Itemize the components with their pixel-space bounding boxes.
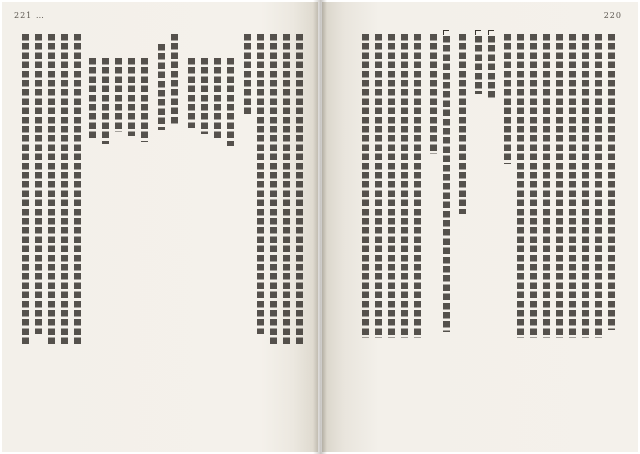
poem-line bbox=[214, 58, 221, 140]
text-column bbox=[22, 34, 29, 346]
text-column bbox=[459, 34, 466, 214]
text-column bbox=[61, 34, 68, 346]
poem-line bbox=[188, 58, 195, 128]
text-column bbox=[517, 34, 524, 338]
quoted-line bbox=[443, 36, 450, 332]
book-gutter bbox=[313, 0, 327, 454]
text-column bbox=[401, 34, 408, 338]
right-running-head: 220 bbox=[603, 11, 622, 20]
right-text-area bbox=[358, 28, 620, 438]
left-text-area bbox=[86, 28, 312, 438]
poem-line bbox=[115, 58, 122, 132]
text-column bbox=[608, 34, 615, 330]
quoted-line bbox=[430, 34, 437, 154]
text-column bbox=[35, 34, 42, 334]
text-column bbox=[530, 34, 537, 338]
text-column bbox=[270, 34, 277, 346]
poem-line bbox=[227, 58, 234, 146]
quoted-line bbox=[488, 36, 495, 100]
poem-line bbox=[141, 58, 148, 142]
text-column bbox=[283, 34, 290, 346]
quoted-line bbox=[475, 36, 482, 94]
text-column bbox=[48, 34, 55, 346]
text-column bbox=[582, 34, 589, 338]
poem-line bbox=[89, 58, 96, 138]
text-column bbox=[414, 34, 421, 338]
right-page bbox=[322, 2, 638, 452]
text-column bbox=[543, 34, 550, 338]
text-column bbox=[375, 34, 382, 338]
text-column bbox=[257, 34, 264, 334]
quote-bracket bbox=[443, 30, 449, 35]
text-column bbox=[362, 34, 369, 338]
text-column bbox=[504, 34, 511, 164]
text-column bbox=[74, 34, 81, 346]
text-column bbox=[569, 34, 576, 338]
text-column bbox=[244, 34, 251, 114]
left-running-head: 221 … bbox=[14, 11, 45, 20]
text-column bbox=[595, 34, 602, 338]
poem-line bbox=[102, 58, 109, 144]
poem-line bbox=[201, 58, 208, 134]
poem-line bbox=[128, 58, 135, 136]
quote-bracket bbox=[475, 30, 481, 35]
quote-bracket bbox=[488, 30, 494, 35]
text-column bbox=[171, 34, 178, 126]
text-column bbox=[388, 34, 395, 338]
text-column bbox=[158, 44, 165, 130]
text-column bbox=[556, 34, 563, 338]
text-column bbox=[296, 34, 303, 346]
left-page bbox=[2, 2, 318, 452]
